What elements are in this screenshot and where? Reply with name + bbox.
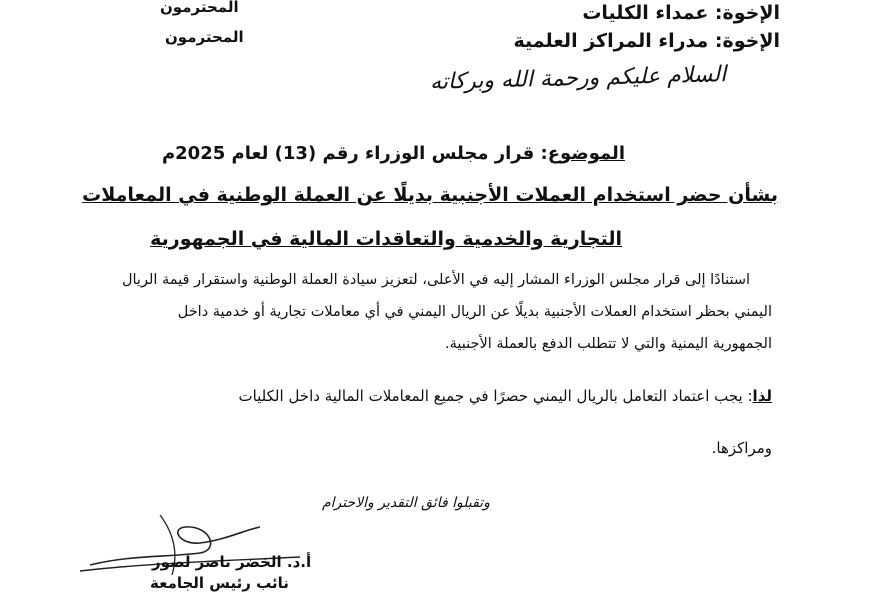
subject-label: الموضوع bbox=[547, 143, 625, 164]
directive-text: : يجب اعتماد التعامل بالريال اليمني حصرًا في جميع المعاملات المالية داخل الكليات bbox=[238, 387, 753, 405]
respect-label-1: المحترمون bbox=[160, 0, 239, 16]
body-line-2: اليمني بحظر استخدام العملات الأجنبية بديلًا عن الريال اليمني في أي معاملات تجارية أو خدمية داخل bbox=[177, 304, 772, 320]
body-paragraph bbox=[82, 264, 772, 360]
body-line-3: الجمهورية اليمنية والتي لا تتطلب الدفع بالعملة الأجنبية. bbox=[445, 336, 772, 352]
recipient-center-directors: الإخوة: مدراء المراكز العلمية bbox=[513, 30, 780, 52]
directive-paragraph bbox=[72, 379, 772, 465]
subject-line bbox=[162, 143, 625, 164]
closing-phrase: وتقبلوا فائق التقدير والاحترام bbox=[322, 495, 490, 511]
recipient-deans: الإخوة: عمداء الكليات bbox=[582, 2, 780, 24]
topic-line-2: التجارية والخدمية والتعاقدات المالية في الجمهورية bbox=[150, 228, 622, 250]
directive-continuation: ومراكزها. bbox=[711, 439, 772, 457]
subject-text: : قرار مجلس الوزراء رقم (13) لعام 2025م bbox=[161, 143, 548, 164]
handwritten-signature bbox=[60, 505, 360, 585]
greeting: السلام عليكم ورحمة الله وبركاته bbox=[429, 62, 727, 95]
signatory-title: نائب رئيس الجامعة bbox=[150, 574, 289, 592]
topic-line-1: بشأن حضر استخدام العملات الأجنبية بديلًا عن العملة الوطنية في المعاملات bbox=[82, 184, 778, 206]
directive-label: لذا bbox=[752, 387, 772, 405]
signatory-name: أ.د. الخضر ناصر لصور bbox=[152, 553, 312, 571]
body-line-1: استنادًا إلى قرار مجلس الوزراء المشار إليه في الأعلى، لتعزيز سيادة العملة الوطنية واستقرار قيمة الريال bbox=[121, 272, 750, 288]
respect-label-2: المحترمون bbox=[165, 28, 244, 46]
